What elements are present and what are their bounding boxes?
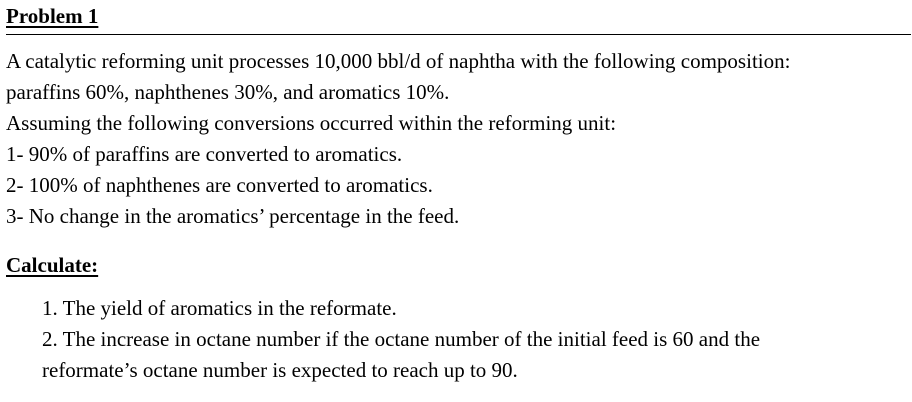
title-divider — [6, 34, 911, 35]
task-item — [42, 293, 908, 324]
task-item — [42, 324, 908, 386]
intro-line-1: A catalytic reforming unit processes 10,000 bbl/d of naphtha with the following composition: — [6, 49, 791, 73]
task-text: 1. The yield of aromatics in the reformate. — [42, 296, 397, 320]
problem-statement — [6, 46, 910, 232]
calculate-heading: Calculate: — [6, 253, 99, 277]
conversion-item: 1- 90% of paraffins are converted to aromatics. — [6, 142, 403, 166]
intro-line-2: paraffins 60%, naphthenes 30%, and aromatics 10%. — [6, 80, 450, 104]
task-text: 2. The increase in octane number if the octane number of the initial feed is 60 and the — [42, 327, 761, 351]
task-text-continued: reformate’s octane number is expected to reach up to 90. — [42, 358, 518, 382]
assumption-intro: Assuming the following conversions occurred within the reforming unit: — [6, 111, 617, 135]
task-list — [42, 293, 908, 386]
problem-title: Problem 1 — [6, 4, 99, 28]
conversion-item: 3- No change in the aromatics’ percentage in the feed. — [6, 204, 460, 228]
conversion-item: 2- 100% of naphthenes are converted to aromatics. — [6, 173, 433, 197]
